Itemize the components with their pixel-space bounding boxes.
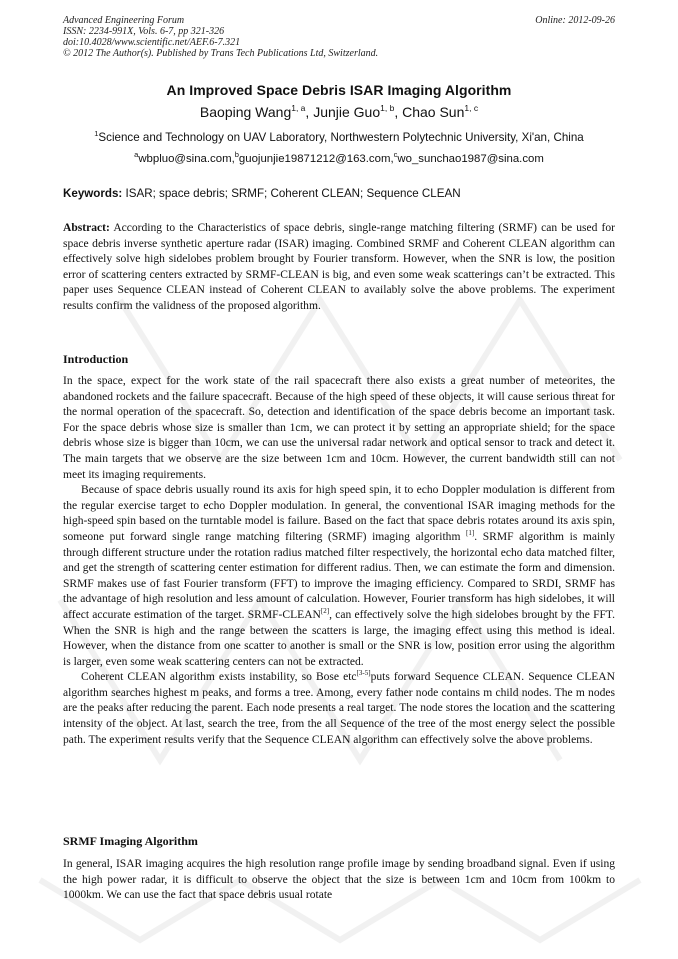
author-name: Chao Sun [402, 104, 465, 120]
author-separator: , [305, 104, 314, 120]
srmf-heading: SRMF Imaging Algorithm [63, 834, 198, 848]
citation-ref[interactable]: [3-5] [356, 669, 371, 678]
journal-name: Advanced Engineering Forum [63, 15, 185, 26]
journal-header [63, 15, 378, 59]
intro-p2-part-b: . SRMF algorithm is mainly through different structure under the rotation radius matched filter respectively, the horizontal echo data matched filter, and get the strength of scattering center estimation for different radius. Then, we can estimate the form and dimension. SRMF makes use of fast Fourier transform (FFT) to improve the imaging efficiency. Compared to SRDI, SRMF has the advantage of high resolution and less amount of calculation. However, Fourier transform has high sidelobes, it will affect accurate estimation of the target. SRMF-CLEAN [63, 530, 615, 621]
intro-p2-part-c: , can effectively solve the high sidelobes brought by the FFT. When the SNR is high and the range between the scatters is large, the imaging effect using this method is ideal. However, when the distance from one scatter to another is small or the SNR is low, position error using the algorithm is larger, even some weak scattering centers can not be extracted. [63, 608, 615, 668]
online-date: Online: 2012-09-26 [535, 15, 615, 26]
author-superscript: 1, c [464, 103, 479, 113]
affiliation-superscript: 1 [94, 129, 99, 138]
author-superscript: 1, a [291, 103, 306, 113]
email-superscript: a [134, 150, 139, 159]
author-name: Baoping Wang [199, 104, 292, 120]
abstract [63, 221, 615, 315]
citation-ref[interactable]: [2] [320, 606, 330, 615]
affiliation-text: Science and Technology on UAV Laboratory, Northwestern Polytechnic University, Xi'an, China [98, 131, 584, 144]
srmf-paragraph-1: In general, ISAR imaging acquires the high resolution range profile image by sending broadband signal. Even if using the high power radar, it is difficult to observe the object that the size is between 1cm and 10cm from 100km to 1000km. We can use the fact that space debris usual rotate [63, 858, 615, 902]
citation-ref[interactable]: [1] [466, 528, 475, 537]
email-link[interactable]: wo_sunchao1987@sina.com [397, 153, 544, 165]
affiliation [0, 131, 678, 144]
author-name: Junjie Guo [313, 104, 381, 120]
intro-p3-part-a: Coherent CLEAN algorithm exists instability, so Bose etc [81, 671, 357, 684]
introduction-body [63, 374, 615, 748]
keywords-label: Keywords: [63, 187, 123, 200]
author-list [0, 104, 678, 120]
email-list: $^a$wbpluo@sina.com,$^b$guojunjie19871212@163.com,$^c$wo_sunchao1987@sina.com [134, 150, 544, 165]
email-link[interactable]: wbpluo@sina.com [138, 153, 232, 165]
intro-p2-part-a: Because of space debris usually round its axis for high speed spin, it to echo Doppler modulation is different from the regular exercise target to echo Doppler modulation. In general, the conventional ISAR imaging methods for the high-speed spin based on the turntable model is failure. Based on the fact that space debris rotates around its axis spin, someone put forward single range matching filtering (SRMF) imaging algorithm [63, 484, 615, 543]
keywords-text: ISAR; space debris; SRMF; Coherent CLEAN; Sequence CLEAN [125, 187, 461, 200]
intro-paragraph-3 [63, 670, 615, 748]
copyright-line: © 2012 The Author(s). Published by Trans Tech Publications Ltd, Switzerland. [63, 48, 379, 59]
srmf-body [63, 857, 615, 904]
intro-paragraph-2 [63, 483, 615, 670]
email-superscript: b [234, 150, 239, 159]
paper-title: An Improved Space Debris ISAR Imaging Algorithm [166, 82, 512, 98]
doi-line: doi:10.4028/www.scientific.net/AEF.6-7.321 [63, 37, 241, 48]
intro-p3-part-b: puts forward Sequence CLEAN. Sequence CLEAN algorithm searches highest m peaks, and forms a tree. Among, every father node contains m child nodes. The m nodes are the peaks after reducing the parent. Each node presents a real target. The node stores the location and the scattering intensity of the object. At last, search the tree, from the all Sequence of the tree of the most energy select the possible path. The experiment results verify that the Sequence CLEAN algorithm can effectively solve the above problems. [63, 671, 615, 746]
author-superscript: 1, b [380, 103, 395, 113]
abstract-label: Abstract: [63, 222, 110, 234]
email-link[interactable]: guojunjie19871212@163.com [238, 153, 391, 165]
issn-line: ISSN: 2234-991X, Vols. 6-7, pp 321-326 [63, 26, 225, 37]
author-separator: , [394, 104, 403, 120]
introduction-heading: Introduction [63, 352, 129, 366]
abstract-text: According to the Characteristics of space debris, single-range matching filtering (SRMF) can be used for space debris inverse synthetic aperture radar (ISAR) imaging. Combined SRMF and Coherent CLEAN algorithm can effectively solve high sidelobes problem brought by Fourier transform. However, when the SNR is low, the position error of scattering centers extracted by SRMF-CLEAN is big, and even some weak scatterings can’t be extracted. This paper uses Sequence CLEAN instead of Coherent CLEAN to availably solve the above problems. The experiment results confirm the validness of the proposed algorithm. [63, 222, 615, 312]
intro-paragraph-1: In the space, expect for the work state of the rail spacecraft there also exists a great number of meteorites, the abandoned rockets and the failure spacecraft. Because of the high speed of these objects, it will cause serious threat for the normal operation of the spacecraft. So, detection and identification of the space debris become an important task. For the space debris whose size is smaller than 1cm, we can protect it by setting an appropriate shield; for the space debris whose size is bigger than 10cm, we can use the universal radar network and optical sensor to track and detect it. The main targets that we observe are the size between 1cm and 10cm. However, the current bandwidth still can not meet its imaging requirements. [63, 375, 615, 481]
email-superscript: c [393, 150, 398, 159]
keywords [63, 187, 461, 200]
